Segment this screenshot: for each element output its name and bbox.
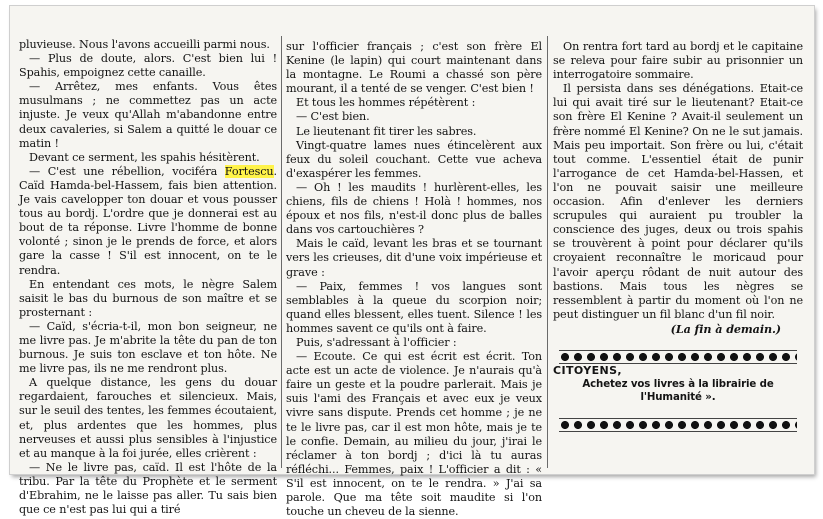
paragraph: — Oh ! les maudits ! hurlèrent-elles, les chiens, fils de chiens ! Holà ! hommes, nos époux et nos fils, n'est-il donc plus de balles dans vos cartouchières ? bbox=[286, 180, 542, 237]
paragraph: On rentra fort tard au bordj et le capitaine se releva pour faire subir au prisonnier un interrogatoire sommaire. bbox=[553, 40, 803, 82]
paragraph: A quelque distance, les gens du douar regardaient, farouches et silencieux. Mais, sur le seuil des tentes, les femmes écoutaient, et, plus ardentes que les hommes, plus nerveuses et aussi plus sensibles à l'injustice et au manque à la foi jurée, elles crièrent : bbox=[19, 376, 277, 460]
ornamental-border-bottom bbox=[559, 418, 797, 432]
newspaper-clipping bbox=[10, 6, 814, 519]
paragraph: Puis, s'adressant à l'officier : bbox=[296, 335, 457, 349]
paragraph: sur l'officier français ; c'est son frère El Kenine (le lapin) qui court maintenant dans la montagne. Le Roumi a chassé son père mourant, il a tenté de se venger. C'est bien ! bbox=[286, 40, 542, 96]
paragraph: — C'est bien. bbox=[296, 110, 370, 124]
paragraph: — Ne le livre pas, caïd. Il est l'hôte de la tribu. Par la tête du Prophète et le serment d'Ebrahim, ne le laisse pas aller. Tu sais bien que ce n'est pas lui qui a tiré bbox=[19, 460, 277, 517]
ornamental-border-top bbox=[559, 350, 797, 364]
column-right bbox=[553, 40, 803, 474]
column-middle bbox=[286, 40, 542, 519]
paragraph: pluvieuse. Nous l'avons accueilli parmi nous. bbox=[19, 38, 270, 51]
paragraph: — Arrêtez, mes enfants. Vous êtes musulmans ; ne commettez pas un acte injuste. Je veux qu'Allah m'abandonne entre deux cavaleries, si Salem a quitté le douar ce matin ! bbox=[19, 80, 277, 150]
paragraph: Le lieutenant fit tirer les sabres. bbox=[296, 124, 477, 138]
paragraph: En entendant ces mots, le nègre Salem saisit le bas du burnous de son maître et se prosternant : bbox=[19, 277, 277, 319]
ad-line: Achetez vos livres à la librairie de bbox=[582, 379, 774, 391]
paragraph-highlighted bbox=[19, 165, 277, 278]
highlighted-name: Fortescu bbox=[224, 164, 274, 178]
ad-title: CITOYENS, bbox=[553, 363, 623, 377]
paragraph: — Ecoute. Ce qui est écrit est écrit. Ton acte est un acte de violence. Je n'aurais qu'à faire un geste et la poudre parlerait. Mais je suis l'ami des Français et avec eux je veux vivre sans dispute. Prends cet homme ; je ne te le livre pas, car il est mon hôte, mais je te le confie. Demain, au milieu du jour, j'irai le réclamer à ton bordj ; d'ici là tu auras réfléchi... Femmes, paix ! L'officier a dit : « S'il est innocent, on te le rendra. » J'ai sa parole. Que ma tête soit maudite si l'on touche un cheveu de la sienne. bbox=[286, 350, 542, 519]
column-left bbox=[19, 38, 277, 517]
to-be-continued: (La fin à demain.) bbox=[670, 321, 781, 336]
paragraph: Devant ce serment, les spahis hésitèrent. bbox=[29, 150, 260, 164]
column-divider bbox=[547, 36, 548, 468]
paragraph: — Plus de doute, alors. C'est bien lui ! Spahis, empoignez cette canaille. bbox=[19, 52, 277, 80]
column-divider bbox=[281, 36, 282, 468]
paragraph: Et tous les hommes répétèrent : bbox=[296, 96, 476, 110]
paragraph: Il persista dans ses dénégations. Etait-ce lui qui avait tiré sur le lieutenant? Etait-ce son frère El Kenine ? Avait-il seulement un frère nommé El Kenine? On ne le sut jamais. Mais peu importait. Son frère ou lui, c'était tout comme. L'essentiel était de punir l'arrogance de cet Hamda-bel-Hassen, et l'on ne pouvait saisir une meilleure occasion. Afin d'enlever les derniers scrupules qui auraient pu troubler la conscience des juges, deux ou trois spahis se trouvèrent à point pour déclarer qu'ils croyaient reconnaître le moricaud pour l'avoir aperçu rôdant de nuit autour des bastions. Mais tous les nègres se ressemblent à partir du moment où l'on ne peut distinguer un fil blanc d'un fil noir. bbox=[553, 82, 803, 321]
ad-line: l'Humanité ». bbox=[640, 392, 716, 404]
paragraph: — Paix, femmes ! vos langues sont semblables à la queue du scorpion noir; quand elles blessent, elles tuent. Silence ! les hommes savent ce qu'ils ont à faire. bbox=[286, 279, 542, 335]
paragraph: Mais le caïd, levant les bras et se tournant vers les crieuses, dit d'une voix impérieuse et grave : bbox=[286, 237, 542, 279]
text-run: . Caïd Hamda-bel-Hassem, fais bien attention. Je vais cavelopper ton douar et vous pousser tous au bordj. L'ordre que je donnerai est au bout de ta réponse. Livre l'homme de bonne volonté ; sinon je le prends de force, et alors gare la casse ! S'il est innocent, on te le rendra. bbox=[19, 164, 277, 277]
text-run: — C'est une rébellion, vociféra bbox=[29, 164, 225, 178]
paragraph: — Caïd, s'écria-t-il, mon bon seigneur, ne me livre pas. Je m'abrite la tête du pan de ton burnous. Je suis ton esclave et ton hôte. Ne me livre pas, ils ne me rendront plus. bbox=[19, 319, 277, 376]
paragraph: Vingt-quatre lames nues étincelèrent aux feux du soleil couchant. Cette vue acheva d'exaspérer les femmes. bbox=[286, 138, 542, 180]
